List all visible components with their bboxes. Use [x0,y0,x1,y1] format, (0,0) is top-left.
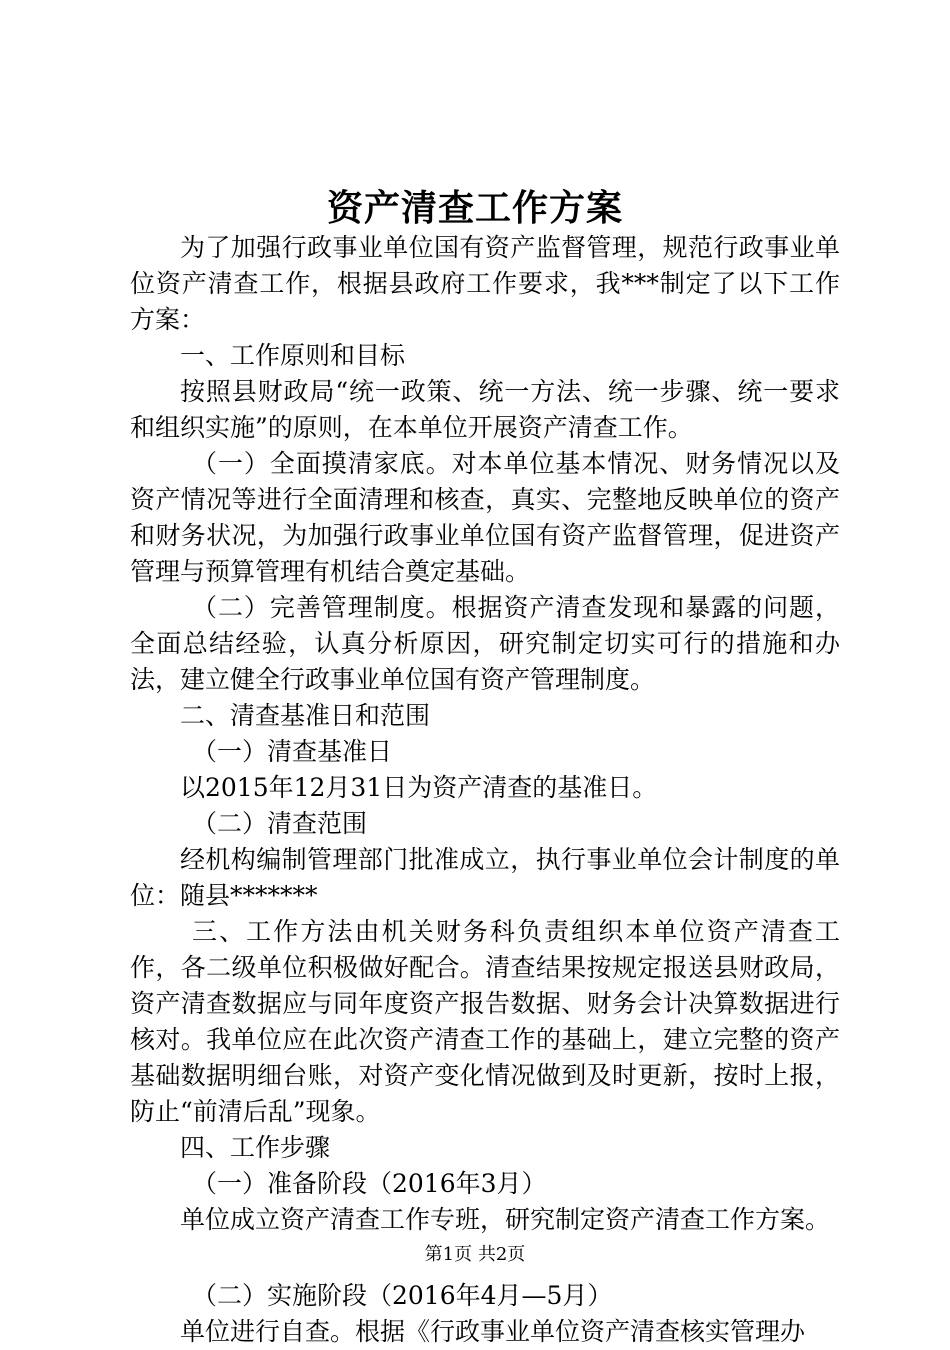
paragraph-principle: 按照县财政局“统一政策、统一方法、统一步骤、统一要求和组织实施”的原则，在本单位开展资产清查工作。 [130,377,840,442]
paragraph-base-date: 以2015年12月31日为资产清查的基准日。 [180,773,658,802]
subheading-base-date: （一）清查基准日 [192,737,393,766]
paragraph-item-2: （二）完善管理制度。根据资产清查发现和暴露的问题，全面总结经验，认真分析原因，研究制定切实可行的措施和办法，建立健全行政事业单位国有资产管理制度。 [130,593,840,694]
subheading-scope: （二）清查范围 [192,809,368,838]
document-title: 资产清查工作方案 [326,187,623,229]
paragraph-scope: 经机构编制管理部门批准成立，执行事业单位会计制度的单位：随县******* [130,845,840,910]
section-heading-4: 四、工作步骤 [180,1133,331,1162]
paragraph-implement: 单位进行自查。根据《行政事业单位资产清查核实管理办 [180,1317,806,1346]
subheading-implement: （二）实施阶段（2016年4月—5月） [192,1281,613,1310]
subheading-prepare: （一）准备阶段（2016年3月） [192,1169,547,1198]
paragraph-intro: 为了加强行政事业单位国有资产监督管理，规范行政事业单位资产清查工作，根据县政府工作要求，我***制定了以下工作方案： [130,233,840,334]
section-heading-2: 二、清查基准日和范围 [180,701,431,730]
document-body [130,230,840,1350]
paragraph-prepare: 单位成立资产清查工作专班，研究制定资产清查工作方案。 [180,1205,831,1234]
section-heading-1: 一、工作原则和目标 [180,341,406,370]
paragraph-method: 三、工作方法由机关财务科负责组织本单位资产清查工作，各二级单位积极做好配合。清查结果按规定报送县财政局，资产清查数据应与同年度资产报告数据、财务会计决算数据进行核对。我单位应在此次资产清查工作的基础上，建立完整的资产基础数据明细台账，对资产变化情况做到及时更新，按时上报，防止“前清后乱”现象。 [130,917,840,1126]
paragraph-item-1: （一）全面摸清家底。对本单位基本情况、财务情况以及资产情况等进行全面清理和核查，真实、完整地反映单位的资产和财务状况，为加强行政事业单位国有资产监督管理，促进资产管理与预算管理有机结合奠定基础。 [130,449,840,586]
page-number: 第1页 共2页 [424,1244,526,1265]
